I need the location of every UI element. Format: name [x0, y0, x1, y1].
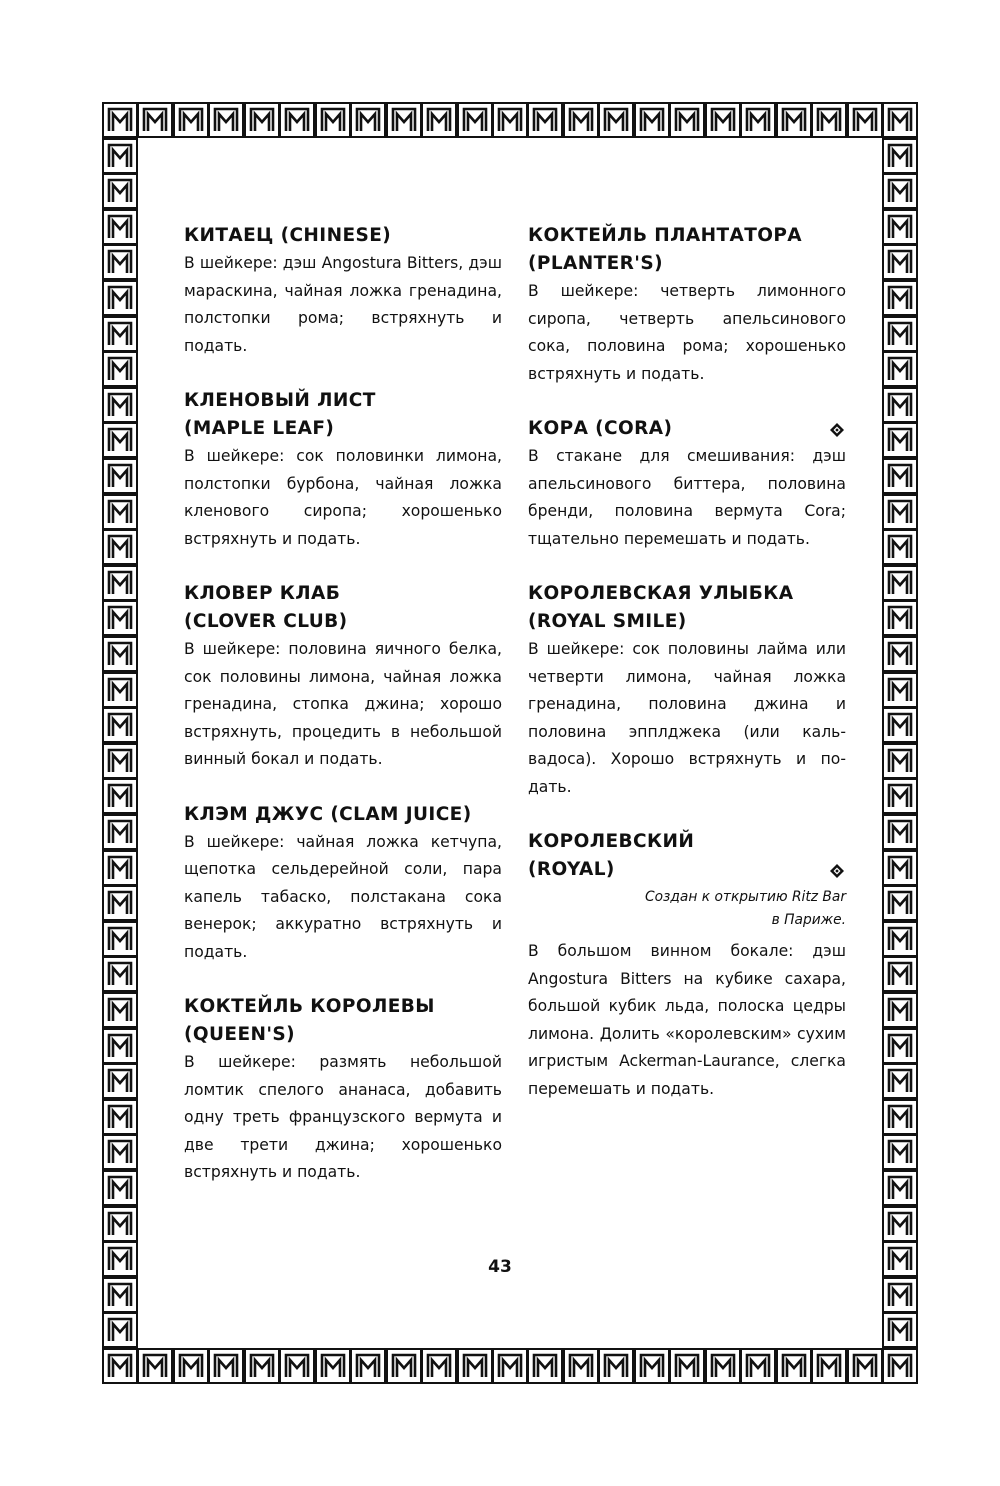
- border-ornament-icon: [882, 173, 918, 209]
- border-ornament-icon: [634, 102, 670, 138]
- border-ornament-icon: [669, 1348, 705, 1384]
- border-ornament-icon: [847, 102, 883, 138]
- border-ornament-icon: [279, 1348, 315, 1384]
- recipe-title-line: КЛЭМ ДЖУС (CLAM JUICE): [184, 803, 472, 825]
- border-ornament-icon: [882, 885, 918, 921]
- border-ornament-icon: [102, 1063, 138, 1099]
- recipe-title: [184, 580, 502, 636]
- border-ornament-icon: [740, 1348, 776, 1384]
- border-ornament-icon: [882, 422, 918, 458]
- border-ornament-icon: [705, 102, 741, 138]
- border-ornament-icon: [882, 209, 918, 245]
- recipe-title: [528, 828, 846, 884]
- border-ornament-icon: [208, 1348, 244, 1384]
- recipe-instructions: В шейкере: половина яичного белка, сок половины лимона, чайная ложка гренадина, стопка джина; хорошо встряхнуть, процедить в небольшой винный бокал и подать.: [184, 640, 502, 768]
- border-ornament-icon: [563, 1348, 599, 1384]
- border-ornament-icon: [102, 1099, 138, 1135]
- border-ornament-icon: [882, 956, 918, 992]
- border-ornament-icon: [102, 778, 138, 814]
- border-ornament-icon: [102, 458, 138, 494]
- border-ornament-icon: [102, 850, 138, 886]
- recipe-title: [184, 222, 502, 250]
- recipe-title-line: КОРОЛЕВСКАЯ УЛЫБКА: [528, 583, 794, 604]
- border-ornament-icon: [421, 1348, 457, 1384]
- border-ornament-icon: [102, 1134, 138, 1170]
- border-ornament-icon: [102, 1312, 138, 1348]
- border-ornament-icon: [882, 1277, 918, 1313]
- recipe-note-line: в Париже.: [771, 912, 846, 928]
- border-ornament-icon: [882, 814, 918, 850]
- left-column: [184, 222, 502, 1214]
- border-ornament-icon: [102, 138, 138, 174]
- border-ornament-icon: [740, 102, 776, 138]
- border-ornament-icon: [811, 1348, 847, 1384]
- recipe-clam-juice: [184, 801, 502, 967]
- border-ornament-icon: [598, 1348, 634, 1384]
- border-ornament-icon: [386, 102, 422, 138]
- border-ornament-icon: [882, 244, 918, 280]
- recipe-title-line: (CLOVER CLUB): [184, 611, 348, 632]
- border-ornament-icon: [102, 921, 138, 957]
- border-ornament-icon: [882, 529, 918, 565]
- border-ornament-icon: [882, 1170, 918, 1206]
- border-ornament-icon: [882, 565, 918, 601]
- recipe-title-line: КОКТЕЙЛЬ КОРОЛЕВЫ: [184, 996, 435, 1017]
- border-ornament-icon: [350, 1348, 386, 1384]
- border-ornament-icon: [492, 1348, 528, 1384]
- border-ornament-icon: [102, 494, 138, 530]
- border-ornament-icon: [102, 209, 138, 245]
- recipe-royal: [528, 828, 846, 1103]
- border-ornament-icon: [882, 1134, 918, 1170]
- border-ornament-icon: [882, 778, 918, 814]
- border-ornament-icon: [882, 600, 918, 636]
- recipe-note: [528, 886, 846, 932]
- diamond-icon: [830, 423, 844, 437]
- recipe-title-line: КОРОЛЕВСКИЙ: [528, 831, 695, 852]
- recipe-instructions: В шейкере: сок половинки лимона, полстопки бурбона, чайная ложка кленового сиропа; хорошенько встряхнуть и подать.: [184, 447, 502, 548]
- border-ornament-icon: [173, 1348, 209, 1384]
- border-ornament-icon: [882, 992, 918, 1028]
- border-ornament-icon: [492, 102, 528, 138]
- border-ornament-icon: [315, 1348, 351, 1384]
- recipe-clover-club: [184, 580, 502, 774]
- recipe-title-line: КИТАЕЦ (CHINESE): [184, 225, 392, 246]
- border-ornament-icon: [102, 1277, 138, 1313]
- border-ornament-icon: [882, 138, 918, 174]
- border-ornament-icon: [847, 1348, 883, 1384]
- recipe-title-line: КОКТЕЙЛЬ ПЛАНТАТОРА: [528, 225, 803, 246]
- recipe-queens: [184, 993, 502, 1187]
- border-ornament-icon: [173, 102, 209, 138]
- border-ornament-icon: [776, 102, 812, 138]
- border-ornament-icon: [527, 1348, 563, 1384]
- border-ornament-icon: [244, 102, 280, 138]
- border-ornament-icon: [882, 1099, 918, 1135]
- diamond-icon: [830, 864, 844, 878]
- border-ornament-icon: [102, 814, 138, 850]
- border-ornament-icon: [315, 102, 351, 138]
- recipe-royal-smile: [528, 580, 846, 801]
- border-ornament-icon: [421, 102, 457, 138]
- border-ornament-icon: [102, 636, 138, 672]
- page-number: 43: [488, 1257, 512, 1277]
- border-ornament-icon: [634, 1348, 670, 1384]
- recipe-title-line: (QUEEN'S): [184, 1024, 296, 1045]
- border-ornament-icon: [102, 351, 138, 387]
- border-ornament-icon: [882, 351, 918, 387]
- recipe-title-line: КЛОВЕР КЛАБ: [184, 583, 341, 604]
- border-ornament-icon: [279, 102, 315, 138]
- border-ornament-icon: [102, 992, 138, 1028]
- border-ornament-icon: [102, 529, 138, 565]
- recipe-planters: [528, 222, 846, 388]
- recipe-instructions: В стакане для смешивания: дэш апельсинового биттера, половина бренди, половина вермута Cora; тщательно перемешать и подать.: [528, 447, 846, 548]
- border-ornament-icon: [882, 672, 918, 708]
- recipe-title-line: КЛЕНОВЫЙ ЛИСТ: [184, 390, 376, 411]
- border-ornament-icon: [102, 565, 138, 601]
- recipe-title: [528, 580, 846, 636]
- border-ornament-icon: [350, 102, 386, 138]
- border-ornament-icon: [457, 102, 493, 138]
- border-ornament-icon: [102, 316, 138, 352]
- recipe-instructions: В шейкере: четверть лимонного сиропа, четверть апельсинового сока, половина рома; хорошенько встряхнуть и подать.: [528, 282, 846, 383]
- recipe-instructions: В шейкере: размять небольшой ломтик спелого ананаса, добавить одну треть французского вермута и две трети джина; хорошенько встряхнуть и подать.: [184, 1053, 502, 1181]
- border-ornament-icon: [882, 1312, 918, 1348]
- recipe-instructions: В шейкере: сок половины лайма или четверти лимона, чайная ложка гренадина, половина джина и половина эпплджека (или кальвадоса). Хорошо встряхнуть и подать.: [528, 640, 846, 796]
- border-ornament-icon: [102, 173, 138, 209]
- border-ornament-icon: [811, 102, 847, 138]
- border-ornament-icon: [102, 743, 138, 779]
- border-ornament-icon: [882, 636, 918, 672]
- border-ornament-icon: [882, 1348, 918, 1384]
- recipe-title-line: (MAPLE LEAF): [184, 418, 335, 439]
- border-ornament-icon: [102, 1206, 138, 1242]
- recipe-chinese: [184, 222, 502, 360]
- border-ornament-icon: [882, 458, 918, 494]
- recipe-title: [528, 222, 846, 278]
- recipe-instructions: В большом винном бокале: дэш Angostura Bitters на кубике сахара, большой кубик льда, полоска цедры лимона. Долить «королевским» сухим игристым Ackerman-Laurance, слегка перемешать и подать.: [528, 942, 846, 1098]
- border-ornament-icon: [137, 1348, 173, 1384]
- recipe-maple-leaf: [184, 387, 502, 553]
- border-ornament-icon: [457, 1348, 493, 1384]
- border-ornament-icon: [882, 1063, 918, 1099]
- border-ornament-icon: [102, 1348, 138, 1384]
- border-ornament-icon: [882, 102, 918, 138]
- border-ornament-icon: [102, 885, 138, 921]
- border-ornament-icon: [882, 1206, 918, 1242]
- recipe-title: [528, 415, 846, 443]
- recipe-title: [184, 387, 502, 443]
- border-ornament-icon: [102, 956, 138, 992]
- border-ornament-icon: [386, 1348, 422, 1384]
- border-ornament-icon: [598, 102, 634, 138]
- recipe-instructions: В шейкере: дэш Angostura Bitters, дэш мараскина, чайная ложка гренадина, полстопки рома; встряхнуть и подать.: [184, 254, 502, 355]
- border-ornament-icon: [882, 743, 918, 779]
- border-ornament-icon: [882, 850, 918, 886]
- border-ornament-icon: [882, 387, 918, 423]
- border-ornament-icon: [882, 280, 918, 316]
- border-ornament-icon: [102, 707, 138, 743]
- recipe-note-line: Создан к открытию Ritz Bar: [644, 889, 846, 905]
- border-ornament-icon: [137, 102, 173, 138]
- border-ornament-icon: [882, 921, 918, 957]
- border-ornament-icon: [102, 387, 138, 423]
- border-ornament-icon: [102, 422, 138, 458]
- border-ornament-icon: [102, 102, 138, 138]
- border-ornament-icon: [102, 1170, 138, 1206]
- border-ornament-icon: [527, 102, 563, 138]
- border-ornament-icon: [244, 1348, 280, 1384]
- recipe-title-line: (ROYAL SMILE): [528, 611, 687, 632]
- border-ornament-icon: [208, 102, 244, 138]
- right-column: [528, 222, 846, 1130]
- border-ornament-icon: [669, 102, 705, 138]
- recipe-cora: [528, 415, 846, 553]
- recipe-title: [184, 993, 502, 1049]
- border-ornament-icon: [776, 1348, 812, 1384]
- border-ornament-icon: [705, 1348, 741, 1384]
- border-ornament-icon: [102, 244, 138, 280]
- recipe-title-line: (ROYAL): [528, 859, 615, 880]
- border-ornament-icon: [102, 280, 138, 316]
- border-ornament-icon: [882, 494, 918, 530]
- border-ornament-icon: [882, 316, 918, 352]
- recipe-instructions: В шейкере: чайная ложка кетчупа, щепотка сельдерейной соли, пара капель табаско, полстакана сока венерок; аккуратно встряхнуть и подать.: [184, 832, 502, 961]
- border-ornament-icon: [102, 672, 138, 708]
- recipe-title-line: КОРА (CORA): [528, 418, 673, 439]
- border-ornament-icon: [102, 1028, 138, 1064]
- border-ornament-icon: [102, 600, 138, 636]
- border-ornament-icon: [563, 102, 599, 138]
- border-ornament-icon: [882, 1028, 918, 1064]
- recipe-title-line: (PLANTER'S): [528, 253, 663, 274]
- border-ornament-icon: [882, 707, 918, 743]
- recipe-title: [184, 801, 502, 829]
